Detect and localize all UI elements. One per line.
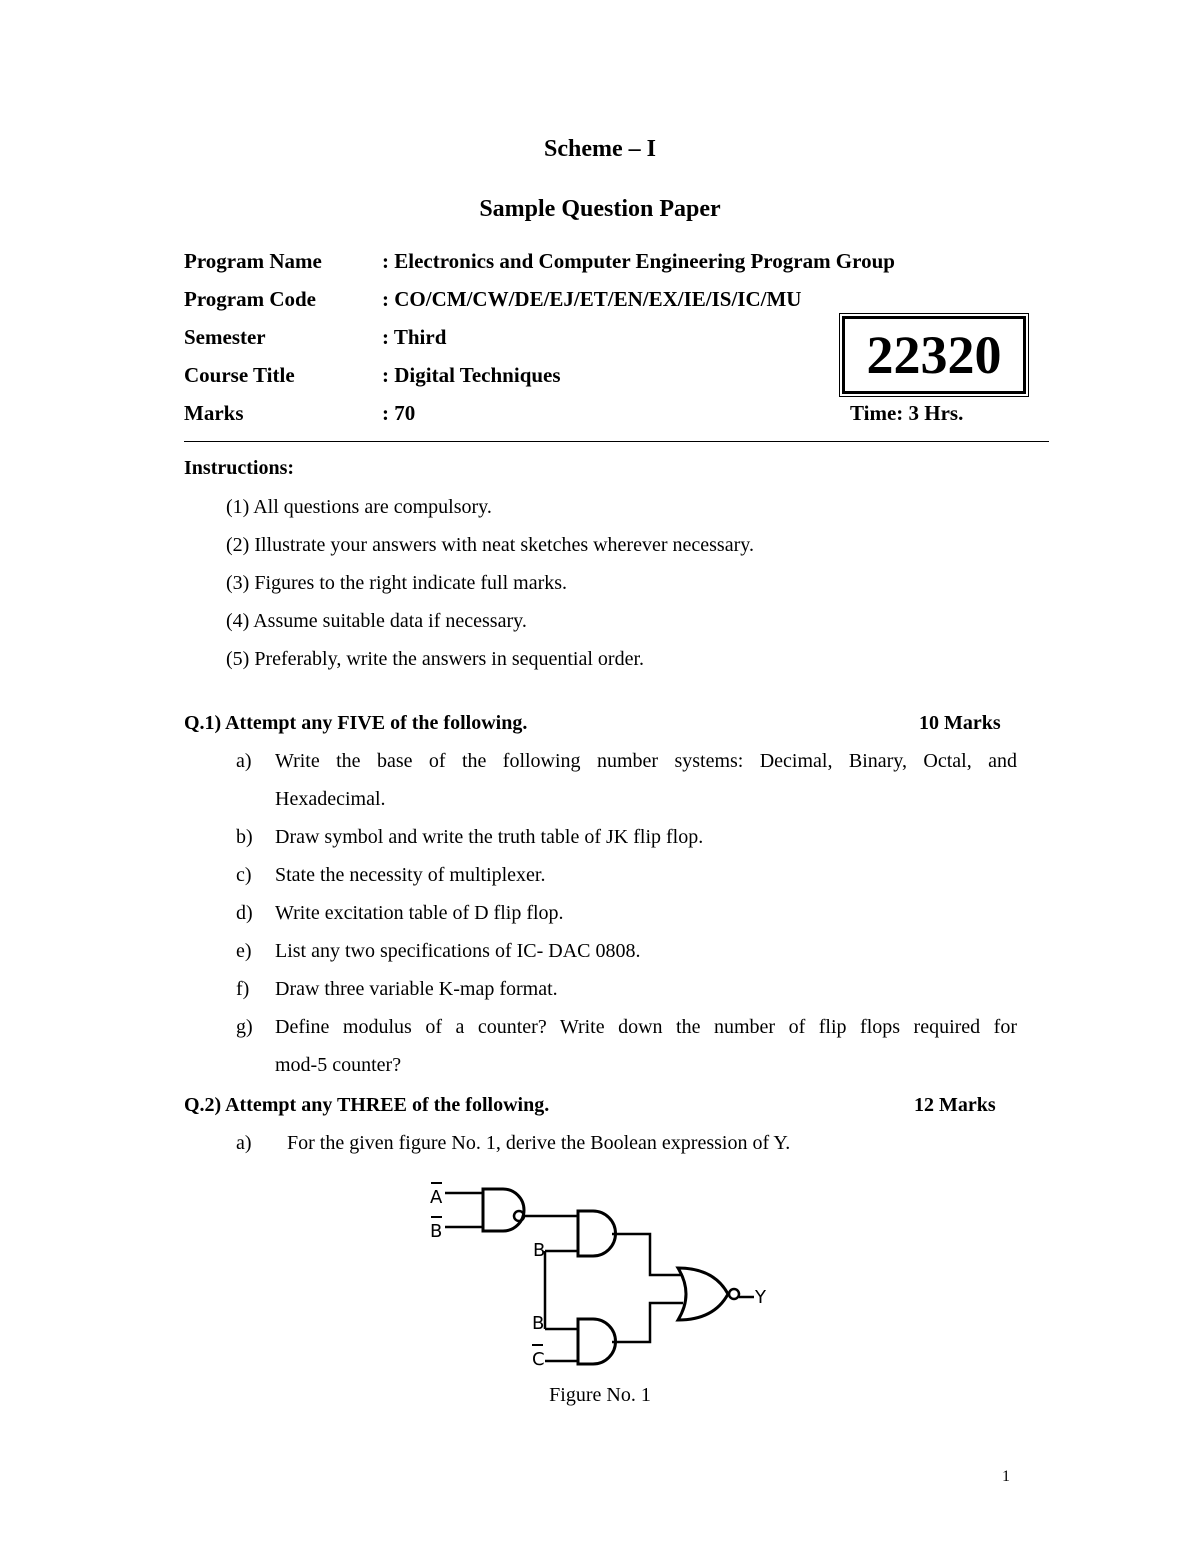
q1-item-letter: e) (236, 940, 252, 962)
and-gate-2-icon (578, 1211, 616, 1256)
nor-bubble-icon (729, 1289, 739, 1299)
instruction-item: (3) Figures to the right indicate full marks. (226, 572, 568, 594)
paper-title: Sample Question Paper (479, 196, 721, 222)
label-a-bar: A (430, 1187, 443, 1208)
label-b-lower: B (532, 1313, 545, 1334)
meta-label: Semester (184, 325, 266, 349)
q1-item-text: Write excitation table of D flip flop. (275, 902, 564, 924)
meta-value: : Electronics and Computer Engineering Program Group (382, 249, 895, 273)
q1-item-text: State the necessity of multiplexer. (275, 864, 546, 886)
meta-label: Program Name (184, 249, 322, 273)
q2-item-letter: a) (236, 1132, 252, 1154)
instruction-item: (1) All questions are compulsory. (226, 496, 492, 518)
instruction-item: (4) Assume suitable data if necessary. (226, 610, 527, 632)
label-c-bar: C (532, 1349, 545, 1370)
label-b-bar: B (430, 1221, 443, 1242)
q1-item-letter: f) (236, 978, 250, 1000)
q1-item-text: List any two specifications of IC- DAC 0808. (275, 940, 641, 962)
meta-label: Program Code (184, 287, 316, 311)
q1-item-text: Define modulus of a counter? Write down the number of flip flops required for (275, 1016, 1017, 1038)
meta-label: Course Title (184, 363, 295, 387)
q2-item-text: For the given figure No. 1, derive the Boolean expression of Y. (287, 1132, 791, 1154)
q1-item-text: Draw symbol and write the truth table of JK flip flop. (275, 826, 704, 848)
circuit-wiring (431, 1183, 754, 1364)
scheme-heading: Scheme – I (544, 136, 656, 162)
q1-item-text: Write the base of the following number systems: Decimal, Binary, Octal, and (275, 750, 1017, 772)
meta-value: : Third (382, 325, 447, 349)
q1-marks: 10 Marks (919, 712, 1001, 734)
label-b: B (533, 1240, 546, 1261)
course-code-box: 22320 (842, 316, 1026, 394)
q1-item-letter: b) (236, 826, 253, 848)
q1-item-text: Draw three variable K-map format. (275, 978, 558, 1000)
q1-item-letter: a) (236, 750, 252, 772)
instruction-item: (5) Preferably, write the answers in sequential order. (226, 648, 644, 670)
and-gate-3-icon (578, 1319, 616, 1364)
meta-value: : CO/CM/CW/DE/EJ/ET/EN/EX/IE/IS/IC/MU (382, 287, 802, 311)
figure-caption: Figure No. 1 (549, 1384, 651, 1406)
meta-value: : Digital Techniques (382, 363, 561, 387)
q1-heading: Q.1) Attempt any FIVE of the following. (184, 712, 528, 734)
q2-heading: Q.2) Attempt any THREE of the following. (184, 1094, 550, 1116)
q1-item-text-cont: Hexadecimal. (275, 788, 386, 810)
q1-item-letter: g) (236, 1016, 253, 1038)
q2-marks: 12 Marks (914, 1094, 996, 1116)
page-number: 1 (1002, 1468, 1010, 1485)
meta-value: : 70 (382, 401, 416, 425)
q1-item-text-cont: mod-5 counter? (275, 1054, 402, 1076)
instruction-item: (2) Illustrate your answers with neat sketches wherever necessary. (226, 534, 754, 556)
instructions-title: Instructions: (184, 457, 295, 479)
label-y-output: Y (755, 1287, 766, 1308)
meta-label: Marks (184, 401, 244, 425)
q1-item-letter: c) (236, 864, 252, 886)
exam-duration: Time: 3 Hrs. (850, 401, 964, 425)
nor-gate-icon (678, 1268, 728, 1320)
q1-item-letter: d) (236, 902, 253, 924)
